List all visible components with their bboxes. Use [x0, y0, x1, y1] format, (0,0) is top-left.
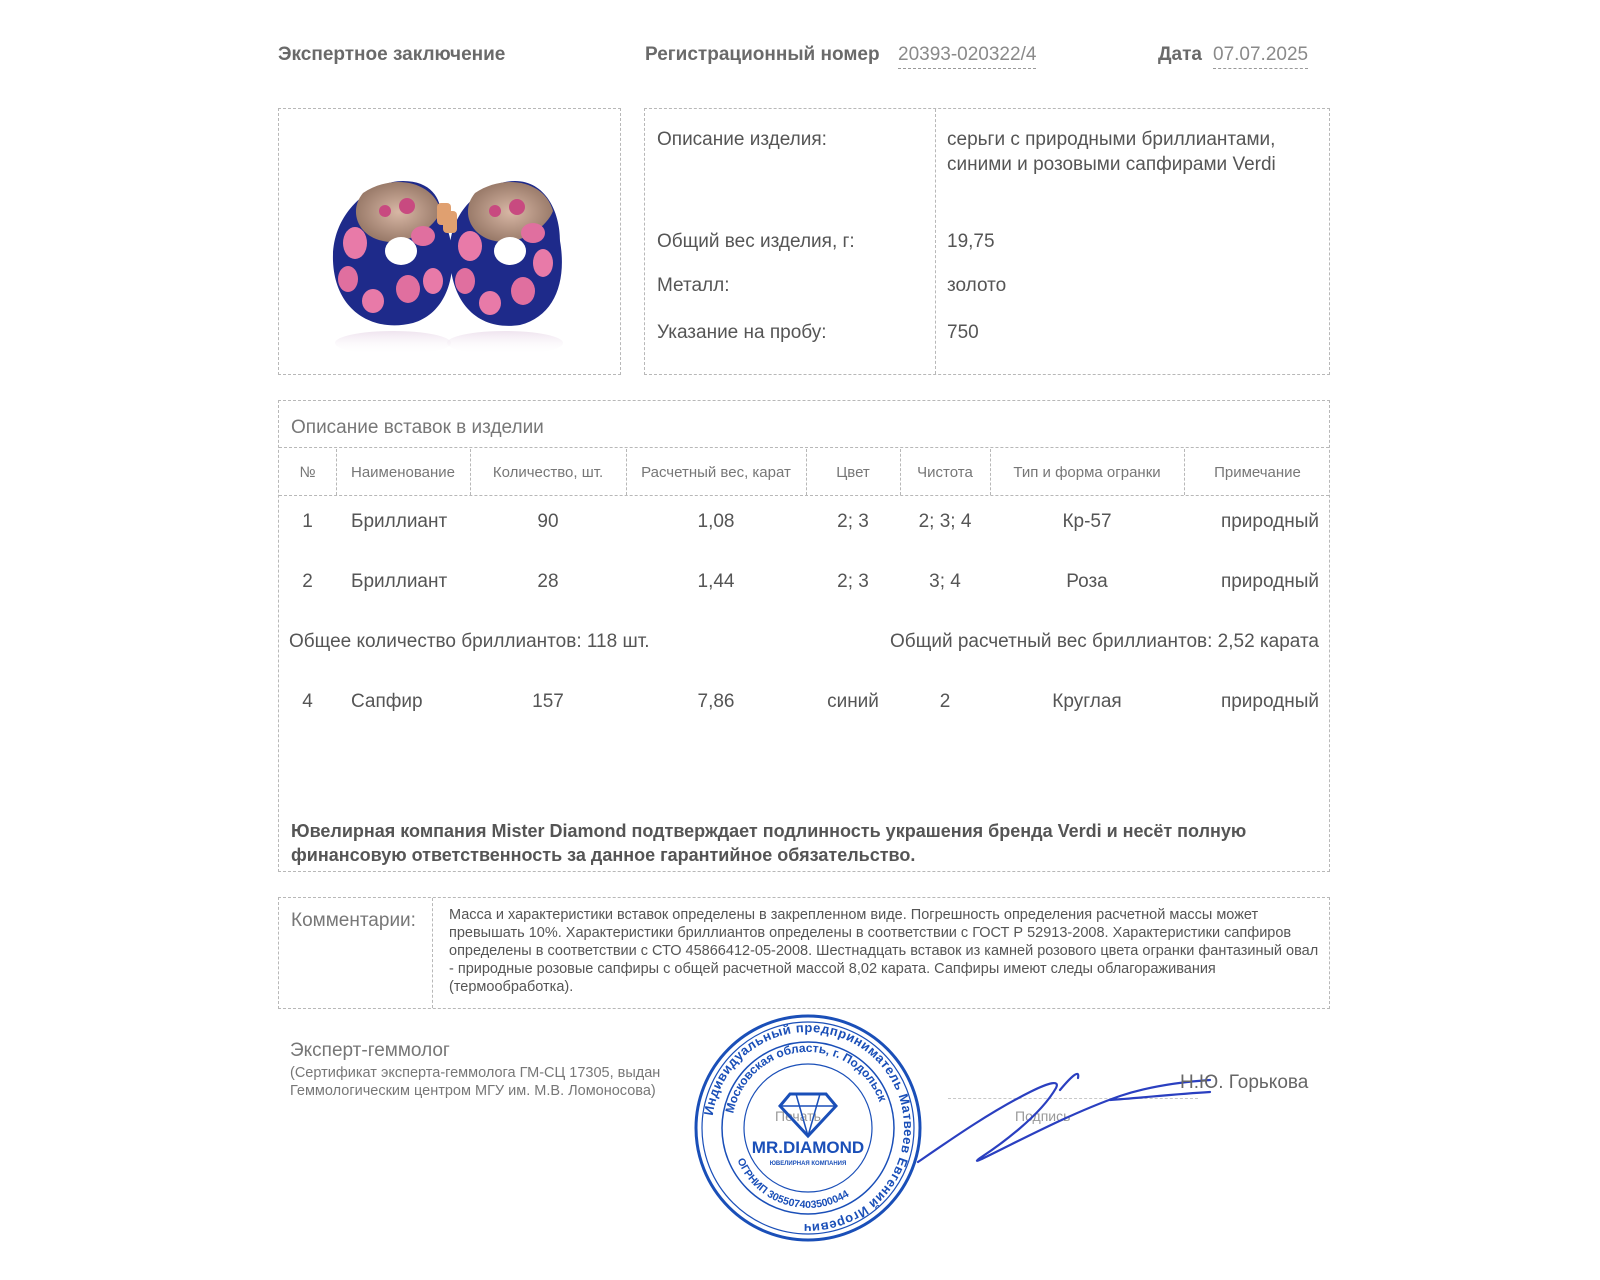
expert-certificate: (Сертификат эксперта-геммолога ГМ-СЦ 17305, выдан Геммологическим центром МГУ им. М.В. Ломоносова) — [290, 1065, 661, 1099]
inserts-title: Описание вставок в изделии — [291, 417, 544, 438]
row1-color: 2; 3 — [837, 511, 869, 532]
total-diamond-weight: Общий расчетный вес бриллиантов: 2,52 карата — [890, 631, 1319, 652]
row3-cut: Круглая — [1052, 691, 1122, 712]
item-hallmark-value: 750 — [947, 322, 979, 343]
diamond-icon — [780, 1094, 836, 1136]
row1-clarity: 2; 3; 4 — [918, 511, 972, 532]
header-bottom-line — [279, 495, 1329, 496]
company-stamp — [692, 1012, 924, 1244]
item-description-label: Описание изделия: — [657, 129, 827, 150]
item-description-value: серьги с природными бриллиантами, синими и розовыми сапфирами Verdi — [947, 129, 1276, 175]
row3-name: Сапфир — [351, 691, 423, 712]
row1-name: Бриллиант — [351, 511, 448, 532]
comments-label: Комментарии: — [291, 910, 416, 931]
stamp-label: Печать — [775, 1108, 821, 1124]
column-header-qty: Количество, шт. — [492, 463, 604, 481]
column-header-num: № — [299, 463, 316, 481]
comments-text: Масса и характеристики вставок определены в закрепленном виде. Погрешность определения расчетной массы может превышать 10%. Характеристики бриллиантов определены в соответствии с ГОСТ Р 52913-2008. Характеристики сапфиров определены в соответствии с СТО 45866412-05-2008. Шестнадцать вставок из камней розового цвета огранки фантазиный овал - природные розовые сапфиры с общей расчетной массой 8,02 карата. Сапфиры имеют следы облагораживания (термообработка). — [449, 907, 1319, 995]
row3-note: природный — [1220, 691, 1319, 712]
stamp-inner-text: Московская область, г. Подольск — [722, 1040, 890, 1115]
item-weight-value: 19,75 — [947, 231, 995, 252]
registration-number: 20393-020322/4 — [898, 44, 1036, 69]
guarantee-statement: Ювелирная компания Mister Diamond подтверждает подлинность украшения бренда Verdi и несёт полную финансовую ответственность за данное гарантийное обязательство. — [291, 821, 1247, 865]
item-weight-label: Общий вес изделия, г: — [657, 231, 855, 252]
inserts-section — [278, 400, 1330, 872]
header-top-line — [279, 447, 1329, 448]
earrings-image — [279, 109, 619, 373]
row2-cut: Роза — [1066, 571, 1108, 592]
row2-color: 2; 3 — [837, 571, 869, 592]
stamp-ogrnip: ОГРНИП 305507403500044 — [734, 1156, 852, 1211]
row3-color: синий — [827, 691, 879, 712]
comments-divider — [432, 898, 433, 1008]
column-header-color: Цвет — [836, 463, 870, 481]
expert-title: Эксперт-геммолог — [290, 1040, 450, 1061]
item-hallmark-label: Указание на пробу: — [657, 322, 827, 343]
date-value: 07.07.2025 — [1213, 44, 1308, 69]
row3-qty: 157 — [532, 691, 564, 712]
row2-note: природный — [1220, 571, 1319, 592]
item-metal-value: золото — [947, 275, 1007, 296]
registration-label: Регистрационный номер — [645, 44, 880, 65]
date-label: Дата — [1158, 44, 1202, 65]
row3-weight: 7,86 — [697, 691, 735, 712]
column-header-note: Примечание — [1214, 463, 1301, 481]
info-divider — [935, 109, 936, 374]
signer-name: Н.Ю. Горькова — [1180, 1072, 1309, 1093]
item-metal-label: Металл: — [657, 275, 730, 296]
row3-clarity: 2 — [939, 691, 951, 712]
row1-qty: 90 — [537, 511, 559, 532]
column-header-cut: Тип и форма огранки — [1013, 463, 1161, 481]
total-diamond-count: Общее количество бриллиантов: 118 шт. — [289, 631, 650, 652]
row1-note: природный — [1220, 511, 1319, 532]
stamp-brand: MR.DIAMOND — [751, 1138, 865, 1157]
column-header-weight: Расчетный вес, карат — [641, 463, 791, 481]
row2-num: 2 — [302, 571, 313, 592]
item-info-table — [644, 108, 1330, 375]
signature-label: Подпись — [1015, 1108, 1071, 1124]
comments-section — [278, 897, 1330, 1009]
stamp-brand-sub: ЮВЕЛИРНАЯ КОМПАНИЯ — [769, 1161, 847, 1167]
document-title: Экспертное заключение — [278, 44, 506, 65]
row1-cut: Кр-57 — [1062, 511, 1112, 532]
stamp-outer-text: Индивидуальный предприниматель Матвеев Евгений Игоревич — [700, 1019, 917, 1237]
row2-weight: 1,44 — [697, 571, 735, 592]
row3-num: 4 — [302, 691, 313, 712]
product-photo — [278, 108, 621, 375]
row2-name: Бриллиант — [351, 571, 448, 592]
column-header-clarity: Чистота — [917, 463, 973, 481]
row1-num: 1 — [302, 511, 313, 532]
row2-clarity: 3; 4 — [929, 571, 961, 592]
column-header-name: Наименование — [351, 463, 455, 481]
document-header — [278, 42, 1330, 76]
row1-weight: 1,08 — [697, 511, 735, 532]
row2-qty: 28 — [537, 571, 559, 592]
